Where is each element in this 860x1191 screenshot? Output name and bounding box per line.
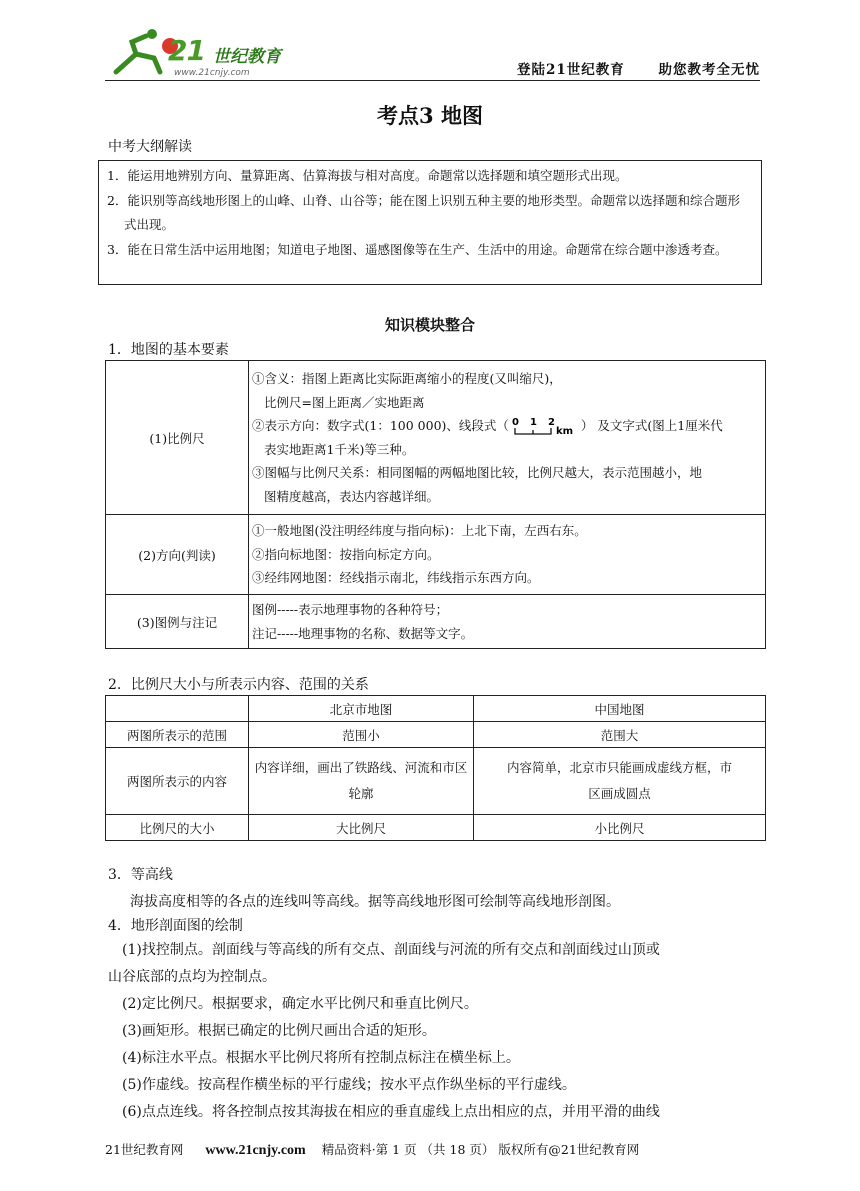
table-row (106, 595, 766, 649)
table-cell: 范围大 (474, 722, 766, 748)
line-scale-graphic (509, 416, 581, 438)
column-header (106, 696, 249, 722)
logo-number: 21 (168, 34, 205, 67)
table-row (106, 722, 766, 748)
part4-heading: 4．地形剖面图的绘制 (108, 918, 243, 934)
table-cell: 比例尺的大小 (106, 815, 249, 841)
content-line: 表实地距离1千米)等三种。 (264, 441, 415, 457)
column-header: 中国地图 (474, 696, 766, 722)
content-line: ③图幅与比例尺关系：相同图幅的两幅地图比较，比例尺越大，表示范围越小，地 (252, 465, 703, 480)
outline-heading: 中考大纲解读 (108, 139, 192, 155)
table-cell: 小比例尺 (474, 815, 766, 841)
content-line: ②指向标地图：按指向标定方向。 (252, 546, 440, 562)
logo-url: www.21cnjy.com (174, 68, 250, 78)
part2-heading: 2．比例尺大小与所表示内容、范围的关系 (108, 677, 369, 693)
page-title: 考点3 地图 (377, 103, 483, 128)
table-cell: 范围小 (249, 722, 474, 748)
outline-item: 2．能识别等高线地形图上的山峰、山脊、山谷等；能在图上识别五种主要的地形类型。命题常以选择题和综合题形式出现。 (107, 192, 740, 232)
outline-item: 1．能运用地辨别方向、量算距离、估算海拔与相对高度。命题常以选择题和填空题形式出现。 (107, 168, 628, 183)
footer-site: 21世纪教育网 (105, 1142, 184, 1157)
row-content (249, 361, 766, 515)
page-footer (105, 1140, 639, 1159)
section-title: 知识模块整合 (384, 316, 475, 334)
table-cell: 大比例尺 (249, 815, 474, 841)
content-line: 图例-----表示地理事物的各种符号； (252, 602, 449, 617)
table-row (106, 748, 766, 815)
step-line: (5)作虚线。按高程作横坐标的平行虚线；按水平点作纵坐标的平行虚线。 (122, 1077, 576, 1093)
table-row (106, 815, 766, 841)
step-line: (1)找控制点。剖面线与等高线的所有交点、剖面线与河流的所有交点和剖面线过山顶或 (122, 942, 660, 958)
row-label: (2)方向(判读) (106, 515, 249, 595)
part3-text: 海拔高度相等的各点的连线叫等高线。据等高线地形图可绘制等高线地形剖图。 (130, 894, 620, 910)
scale-tick-label: 1 (529, 416, 537, 428)
content-line: ①一般地图(没注明经纬度与指向标)：上北下南，左西右东。 (252, 523, 587, 539)
site-logo (108, 28, 318, 80)
footer-info: 精品资料·第 1 页 （共 18 页） 版权所有@21世纪教育网 (321, 1142, 640, 1157)
row-label: (3)图例与注记 (106, 595, 249, 649)
slogan-right: 助您教考全无忧 (658, 62, 760, 78)
step-line: (6)点点连线。将各控制点按其海拔在相应的垂直虚线上点出相应的点，并用平滑的曲线 (122, 1104, 660, 1120)
table-cell: 内容详细，画出了铁路线、河流和市区轮廓 (249, 748, 474, 815)
content-line: 图精度越高，表达内容越详细。 (264, 488, 440, 504)
table-header-row (106, 696, 766, 722)
part1-heading: 1．地图的基本要素 (108, 342, 229, 358)
outline-box (98, 160, 762, 285)
outline-item: 3．能在日常生活中运用地图；知道电子地图、遥感图像等在生产、生活中的用途。命题常在综合题中渗透考查。 (107, 241, 728, 257)
table-cell: 两图所表示的范围 (106, 722, 249, 748)
content-line: ①含义：指图上距离比实际距离缩小的程度(又叫缩尺)， (252, 371, 562, 386)
content-line (250, 414, 764, 438)
content-text: ②表示方向：数字式(1：100 000)、线段式（ (252, 418, 509, 433)
scale-tick-label: 2 (547, 416, 555, 428)
column-header: 北京市地图 (249, 696, 474, 722)
table-cell: 两图所表示的内容 (106, 748, 249, 815)
part3-heading: 3．等高线 (108, 867, 173, 883)
content-line: 注记-----地理事物的名称、数据等文字。 (252, 625, 474, 641)
scale-tick-label: 0 (511, 416, 519, 428)
logo-word: 世纪教育 (213, 47, 281, 67)
header-divider (105, 80, 760, 81)
header-slogan (489, 58, 760, 78)
scale-unit: km (555, 425, 573, 437)
footer-www: www.21cnjy.com (205, 1143, 306, 1158)
row-label: (1)比例尺 (106, 361, 249, 515)
table-cell: 内容简单，北京市只能画成虚线方框，市区画成圆点 (474, 748, 766, 815)
content-text: ） 及文字式(图上1厘米代 (580, 418, 723, 433)
table-row (106, 361, 766, 515)
part4-steps (108, 937, 768, 1126)
map-elements-table (105, 360, 766, 649)
row-content (249, 595, 766, 649)
step-line: (3)画矩形。根据已确定的比例尺画出合适的矩形。 (122, 1023, 436, 1039)
step-line: (2)定比例尺。根据要求，确定水平比例尺和垂直比例尺。 (122, 996, 478, 1012)
step-line: 山谷底部的点均为控制点。 (108, 969, 276, 985)
row-content (249, 515, 766, 595)
slogan-left: 登陆21世纪教育 (517, 62, 625, 78)
table-row (106, 515, 766, 595)
content-line: ③经纬网地图：经线指示南北，纬线指示东西方向。 (252, 570, 540, 586)
scale-comparison-table (105, 695, 766, 841)
step-line: (4)标注水平点。根据水平比例尺将所有控制点标注在横坐标上。 (122, 1050, 520, 1066)
content-line: 比例尺=图上距离／实地距离 (264, 394, 425, 410)
